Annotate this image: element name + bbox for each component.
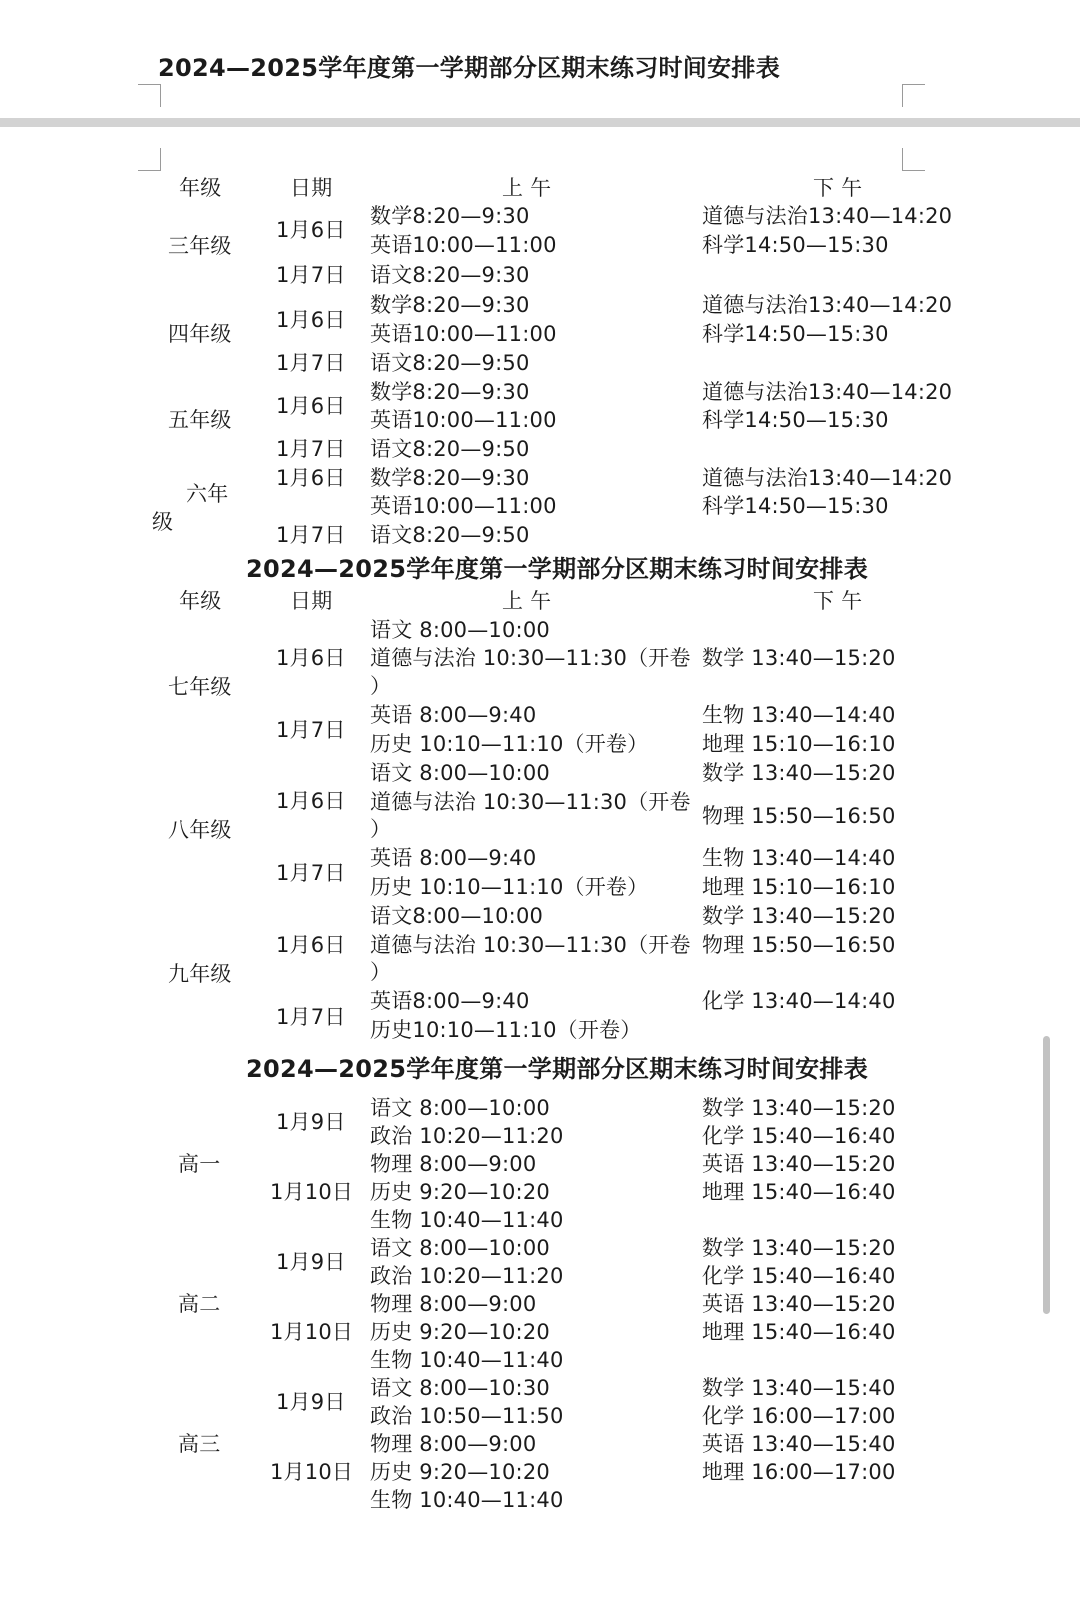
- exam-entry: 化学 13:40—14:40: [702, 989, 896, 1013]
- exam-entry: 英语 8:00—9:40: [370, 703, 537, 727]
- date-label: 1月7日: [276, 263, 346, 287]
- page-corner-mark: [902, 84, 925, 107]
- date-label: 1月7日: [276, 718, 346, 742]
- exam-entry: 道德与法治13:40—14:20: [702, 380, 953, 404]
- exam-entry: 英语8:00—9:40: [370, 989, 530, 1013]
- exam-entry: 地理 15:40—16:40: [702, 1180, 896, 1204]
- exam-entry: 生物 10:40—11:40: [370, 1208, 564, 1232]
- date-label: 1月7日: [276, 1005, 346, 1029]
- header-grade: 年级: [179, 176, 222, 200]
- exam-entry: 英语10:00—11:00: [370, 494, 557, 518]
- exam-entry: 数学 13:40—15:20: [702, 646, 896, 670]
- vertical-scrollbar-thumb[interactable]: [1043, 1036, 1050, 1314]
- exam-entry: 语文8:20—9:50: [370, 437, 530, 461]
- exam-entry: 数学 13:40—15:20: [702, 761, 896, 785]
- exam-entry: 历史 9:20—10:20: [370, 1320, 550, 1344]
- header-afternoon: 下 午: [813, 589, 863, 613]
- header-date: 日期: [290, 589, 333, 613]
- exam-entry: 数学 13:40—15:20: [702, 1236, 896, 1260]
- date-label: 1月6日: [276, 218, 346, 242]
- date-label: 1月7日: [276, 523, 346, 547]
- exam-entry: 物理 8:00—9:00: [370, 1152, 537, 1176]
- exam-entry: 地理 15:10—16:10: [702, 732, 896, 756]
- date-label: 1月6日: [276, 789, 346, 813]
- exam-entry: 物理 15:50—16:50: [702, 804, 896, 828]
- page-separator: [0, 118, 1080, 127]
- schedule-title-primary: 2024—2025学年度第一学期部分区期末练习时间安排表: [158, 54, 780, 82]
- exam-entry: 语文8:20—9:50: [370, 351, 530, 375]
- header-morning: 上 午: [502, 589, 552, 613]
- exam-entry: 语文8:20—9:30: [370, 263, 530, 287]
- exam-entry: 数学 13:40—15:20: [702, 904, 896, 928]
- exam-entry: 科学14:50—15:30: [702, 233, 889, 257]
- date-label: 1月9日: [276, 1250, 346, 1274]
- grade-label: 四年级: [168, 322, 232, 346]
- exam-entry: 政治 10:50—11:50: [370, 1404, 564, 1428]
- exam-entry: 生物 13:40—14:40: [702, 846, 896, 870]
- date-label: 1月6日: [276, 933, 346, 957]
- grade-label-wrap: 级: [152, 510, 174, 534]
- date-label: 1月6日: [276, 308, 346, 332]
- exam-entry: 地理 15:10—16:10: [702, 875, 896, 899]
- schedule-title-high: 2024—2025学年度第一学期部分区期末练习时间安排表: [246, 1055, 868, 1083]
- exam-entry: 物理 15:50—16:50: [702, 933, 896, 957]
- grade-label: 七年级: [168, 675, 232, 699]
- exam-entry: 物理 8:00—9:00: [370, 1432, 537, 1456]
- exam-entry: 数学 13:40—15:40: [702, 1376, 896, 1400]
- exam-entry: 历史 9:20—10:20: [370, 1460, 550, 1484]
- exam-entry: 数学8:20—9:30: [370, 466, 530, 490]
- page-corner-mark: [138, 148, 161, 171]
- schedule-title-middle: 2024—2025学年度第一学期部分区期末练习时间安排表: [246, 555, 868, 583]
- exam-entry-wrap: ）: [370, 817, 392, 841]
- page-corner-mark: [902, 148, 925, 171]
- grade-label: 五年级: [168, 408, 232, 432]
- exam-entry: 道德与法治13:40—14:20: [702, 204, 953, 228]
- exam-entry: 语文 8:00—10:00: [370, 761, 550, 785]
- exam-entry: 道德与法治 10:30—11:30（开卷: [370, 933, 691, 957]
- exam-entry: 科学14:50—15:30: [702, 408, 889, 432]
- date-label: 1月10日: [270, 1460, 354, 1484]
- date-label: 1月9日: [276, 1390, 346, 1414]
- exam-entry: 语文8:20—9:50: [370, 523, 530, 547]
- exam-entry-wrap: ）: [370, 674, 392, 698]
- exam-entry: 生物 10:40—11:40: [370, 1488, 564, 1512]
- exam-entry: 英语10:00—11:00: [370, 233, 557, 257]
- exam-entry: 政治 10:20—11:20: [370, 1264, 564, 1288]
- grade-label: 九年级: [168, 962, 232, 986]
- exam-entry-wrap: ）: [370, 960, 392, 984]
- exam-entry: 化学 16:00—17:00: [702, 1404, 896, 1428]
- exam-entry: 道德与法治13:40—14:20: [702, 293, 953, 317]
- date-label: 1月6日: [276, 394, 346, 418]
- exam-entry: 地理 16:00—17:00: [702, 1460, 896, 1484]
- date-label: 1月7日: [276, 351, 346, 375]
- date-label: 1月10日: [270, 1320, 354, 1344]
- exam-entry: 历史 10:10—11:10（开卷）: [370, 875, 649, 899]
- exam-entry: 生物 13:40—14:40: [702, 703, 896, 727]
- exam-entry: 生物 10:40—11:40: [370, 1348, 564, 1372]
- exam-entry: 道德与法治 10:30—11:30（开卷: [370, 646, 691, 670]
- exam-entry: 语文 8:00—10:00: [370, 1236, 550, 1260]
- grade-label: 六年: [186, 482, 229, 506]
- exam-entry: 英语 8:00—9:40: [370, 846, 537, 870]
- date-label: 1月6日: [276, 466, 346, 490]
- date-label: 1月9日: [276, 1110, 346, 1134]
- exam-entry: 地理 15:40—16:40: [702, 1320, 896, 1344]
- exam-entry: 道德与法治13:40—14:20: [702, 466, 953, 490]
- grade-label: 高一: [178, 1152, 221, 1176]
- grade-label: 高二: [178, 1292, 221, 1316]
- grade-label: 三年级: [168, 234, 232, 258]
- exam-entry: 数学 13:40—15:20: [702, 1096, 896, 1120]
- header-afternoon: 下 午: [813, 176, 863, 200]
- exam-entry: 语文 8:00—10:30: [370, 1376, 550, 1400]
- exam-entry: 英语 13:40—15:20: [702, 1292, 896, 1316]
- exam-entry: 科学14:50—15:30: [702, 494, 889, 518]
- exam-entry: 道德与法治 10:30—11:30（开卷: [370, 790, 691, 814]
- exam-entry: 数学8:20—9:30: [370, 293, 530, 317]
- exam-entry: 英语 13:40—15:40: [702, 1432, 896, 1456]
- exam-entry: 数学8:20—9:30: [370, 204, 530, 228]
- date-label: 1月6日: [276, 646, 346, 670]
- header-morning: 上 午: [502, 176, 552, 200]
- exam-entry: 物理 8:00—9:00: [370, 1292, 537, 1316]
- exam-entry: 数学8:20—9:30: [370, 380, 530, 404]
- date-label: 1月7日: [276, 437, 346, 461]
- exam-entry: 英语10:00—11:00: [370, 322, 557, 346]
- exam-entry: 化学 15:40—16:40: [702, 1264, 896, 1288]
- date-label: 1月10日: [270, 1180, 354, 1204]
- exam-entry: 语文8:00—10:00: [370, 904, 544, 928]
- exam-entry: 历史 9:20—10:20: [370, 1180, 550, 1204]
- exam-entry: 化学 15:40—16:40: [702, 1124, 896, 1148]
- exam-entry: 历史10:10—11:10（开卷）: [370, 1018, 642, 1042]
- header-grade: 年级: [179, 589, 222, 613]
- page-corner-mark: [138, 84, 161, 107]
- exam-entry: 语文 8:00—10:00: [370, 618, 550, 642]
- exam-entry: 科学14:50—15:30: [702, 322, 889, 346]
- date-label: 1月7日: [276, 861, 346, 885]
- grade-label: 高三: [178, 1432, 221, 1456]
- header-date: 日期: [290, 176, 333, 200]
- exam-entry: 语文 8:00—10:00: [370, 1096, 550, 1120]
- exam-entry: 英语 13:40—15:20: [702, 1152, 896, 1176]
- exam-entry: 历史 10:10—11:10（开卷）: [370, 732, 649, 756]
- grade-label: 八年级: [168, 818, 232, 842]
- exam-entry: 英语10:00—11:00: [370, 408, 557, 432]
- exam-entry: 政治 10:20—11:20: [370, 1124, 564, 1148]
